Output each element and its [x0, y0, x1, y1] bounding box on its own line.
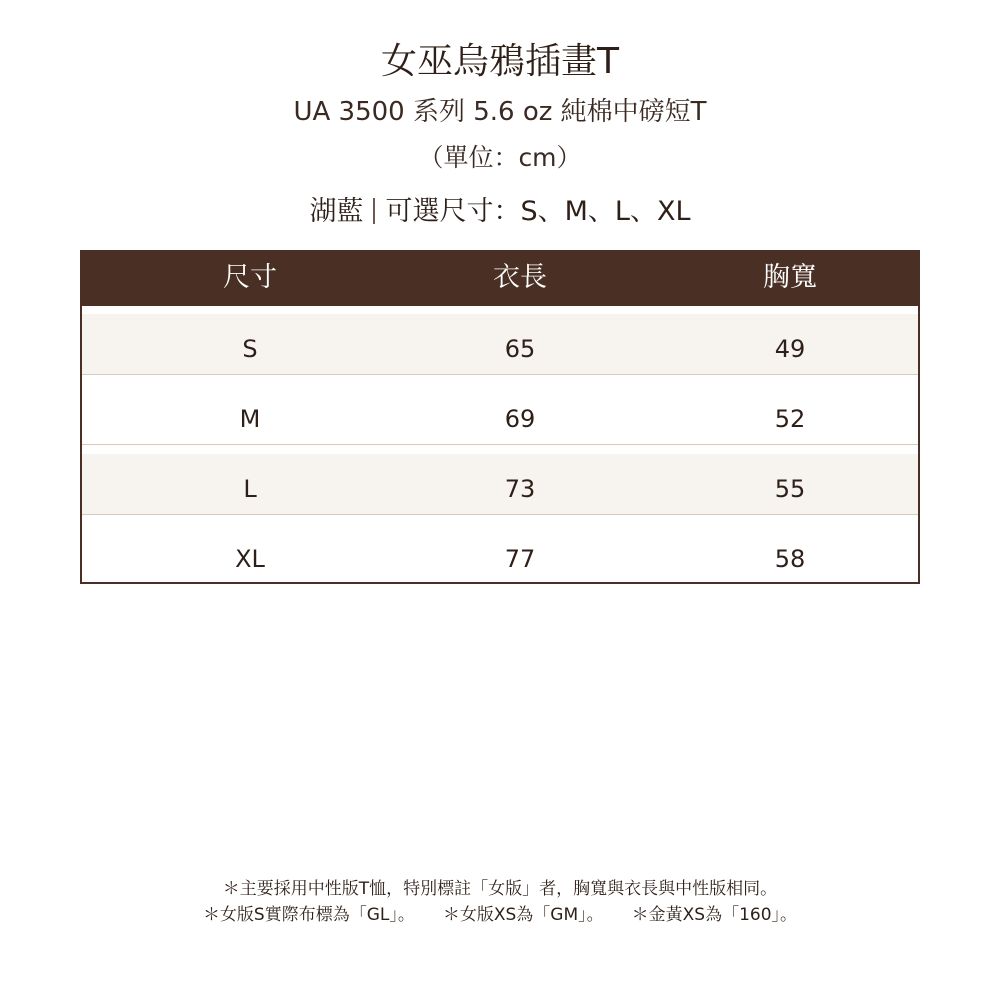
row-divider: [82, 444, 918, 445]
size-table: [80, 250, 920, 584]
cell-chest: 58: [774, 545, 806, 573]
separator: [373, 198, 375, 224]
cell-length: 69: [504, 405, 536, 433]
table-row: [82, 384, 918, 444]
footnote-2c: ＊金黃XS為「160」。: [631, 905, 798, 925]
header-length: 衣長: [493, 262, 547, 293]
product-subtitle: UA 3500 系列 5.6 oz 純棉中磅短T: [293, 97, 707, 127]
cell-length: 77: [504, 545, 536, 573]
footnote-1: ＊主要採用中性版T恤，特別標註「女版」者，胸寬與衣長與中性版相同。: [222, 879, 778, 899]
available-sizes: [0, 192, 1000, 232]
cell-size: S: [242, 335, 258, 363]
cell-size: L: [243, 475, 257, 503]
cell-chest: 49: [774, 335, 806, 363]
color-name: 湖藍: [309, 196, 364, 227]
cell-length: 65: [504, 335, 536, 363]
row-divider: [82, 374, 918, 375]
cell-chest: 55: [774, 475, 806, 503]
unit-label: （單位：cm）: [418, 143, 582, 172]
product-title: 女巫烏鴉插畫T: [381, 41, 619, 82]
footnotes: [0, 876, 1000, 928]
cell-size: XL: [235, 545, 265, 573]
header-size: 尺寸: [223, 262, 277, 293]
footnote-2a: ＊女版S實際布標為「GL」。: [202, 905, 415, 925]
table-row: [82, 314, 918, 374]
header-chest: 胸寬: [763, 262, 817, 293]
footnote-2: [0, 902, 1000, 928]
footnote-2b: ＊女版XS為「GM」。: [442, 905, 604, 925]
table-header: [80, 250, 920, 306]
cell-size: M: [239, 405, 261, 433]
sizes-label: 可選尺寸：S、M、L、XL: [385, 196, 691, 227]
row-divider: [82, 514, 918, 515]
table-row: [82, 524, 918, 584]
cell-length: 73: [504, 475, 536, 503]
cell-chest: 52: [774, 405, 806, 433]
table-row: [82, 454, 918, 514]
